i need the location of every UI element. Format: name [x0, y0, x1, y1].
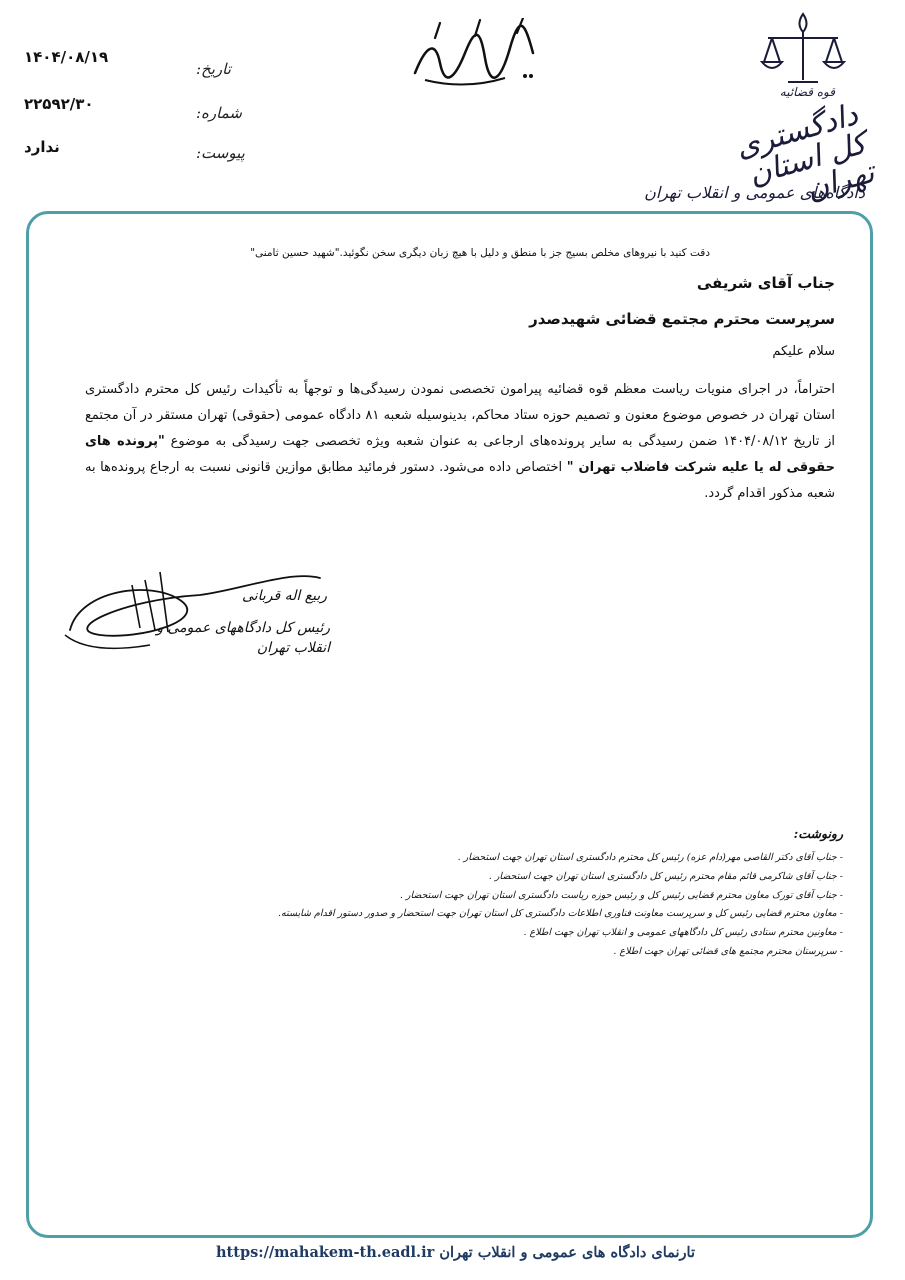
addressee-name: جناب آقای شریفی [696, 274, 835, 292]
addressee-title: سرپرست محترم مجتمع قضائی شهیدصدر [529, 310, 835, 328]
list-item: - سرپرستان محترم مجتمع های قضائی تهران جهت اطلاع . [278, 943, 843, 962]
list-item: - جناب آقای تورک معاون محترم قضایی رئیس کل و رئیس حوزه ریاست دادگستری استان تهران جهت استحضار . [278, 887, 843, 906]
date-value: ۱۴۰۴/۰۸/۱۹ [24, 48, 109, 66]
website-url[interactable]: https://mahakem-th.eadl.ir [216, 1244, 435, 1261]
greeting: سلام علیکم [772, 344, 835, 359]
website-label: تارنمای دادگاه های عمومی و انقلاب تهران [439, 1244, 695, 1261]
court-name: دادگستری کل استان تهران [731, 97, 879, 208]
copies-title: رونوشت: [793, 826, 843, 841]
attachment-label: پیوست: [196, 144, 245, 162]
body-text-part2: اختصاص داده می‌شود. دستور فرمائید مطابق موازین قانونی نسبت به ارجاع پرونده‌ها به شعبه مذکور اقدام گردد. [85, 460, 835, 501]
list-item: - جناب آقای شاکرمی قائم مقام محترم رئیس کل دادگستری استان تهران جهت استحضار . [278, 868, 843, 887]
date-label: تاریخ: [196, 60, 231, 78]
basmala-calligraphy [405, 18, 555, 88]
list-item: - معاونین محترم ستادی رئیس کل دادگاههای عمومی و انقلاب تهران جهت اطلاع . [278, 924, 843, 943]
body-text-part1: احتراماً، در اجرای منویات ریاست معظم قوه قضائیه پیرامون تخصصی نمودن رسیدگی‌ها و توجهاً به تأکیدات رئیس کل محترم دادگستری استان تهران در خصوص موضوع معنون و تصمیم حوزه ستاد محاکم، بدینوسیله شعبه ۸۱ دادگاه عمومی (حقوقی) تهران مستقر در آن مجتمع از تاریخ ۱۴۰۴/۰۸/۱۲ ضمن رسیدگی به سایر پرونده‌های ارجاعی به عنوان شعبه ویژه تخصصی جهت رسیدگی به موضوع [85, 382, 835, 449]
letter-frame [26, 211, 873, 1238]
scales-of-justice-icon [758, 10, 848, 90]
court-branch: دادگاه‌های عمومی و انقلاب تهران [644, 183, 865, 202]
signatory-title: رئیس کل دادگاههای عمومی و انقلاب تهران [156, 620, 330, 656]
number-value: ۲۲۵۹۲/۳۰ [24, 95, 94, 113]
copies-list [278, 849, 843, 962]
list-item: - جناب آقای دکتر القاصی مهر(دام عزه) رئیس کل محترم دادگستری استان تهران جهت استحضار . [278, 849, 843, 868]
signatory-name: ربیع اله قربانی [242, 588, 328, 604]
number-label: شماره: [196, 104, 242, 122]
judiciary-label: قوه قضائیه [779, 85, 835, 99]
body-text-bold: "پرونده های حقوقی له یا علیه شرکت فاضلاب تهران " [85, 434, 835, 475]
letter-body [85, 377, 835, 507]
attachment-value: ندارد [24, 138, 60, 156]
basmala-text: بسمه تعالی [405, 18, 410, 19]
website-footer [0, 1244, 905, 1261]
list-item: - معاون محترم قضایی رئیس کل و سرپرست معاونت فناوری اطلاعات دادگستری کل استان تهران جهت استحضار و صدور دستور اقدام شایسته. [278, 905, 843, 924]
martyr-quote: دقت کنید با نیروهای مخلص بسیج جز با منطق و دلیل با هیچ زبان دیگری سخن نگوئید."شهید حسین ثامنی" [250, 247, 710, 259]
